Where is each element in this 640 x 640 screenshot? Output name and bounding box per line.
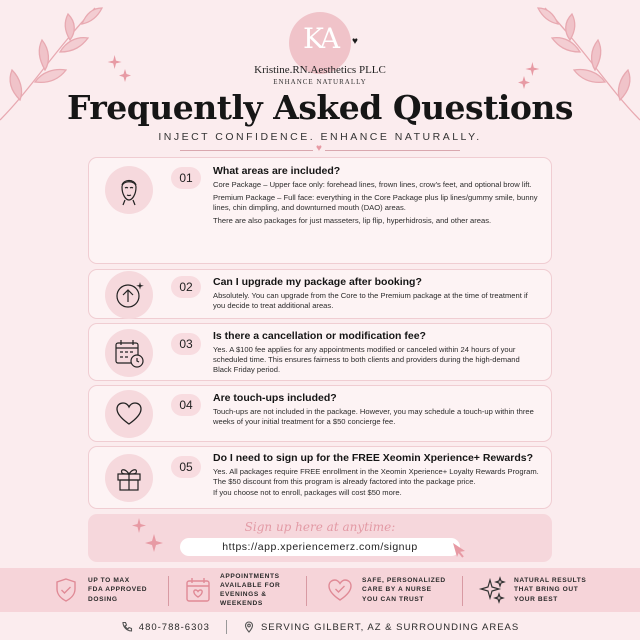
page-subtitle: INJECT CONFIDENCE. ENHANCE NATURALLY.: [158, 131, 482, 143]
faq-answer: If you choose not to enroll, packages will cost $50 more.: [213, 488, 402, 498]
faq-number: 05: [171, 456, 201, 478]
divider-heart-icon: ♥: [313, 143, 325, 154]
feature-line: APPOINTMENTS: [220, 572, 280, 580]
phone-icon: [121, 621, 133, 633]
faq-question: Are touch-ups included?: [213, 392, 337, 404]
feature-line: NATURAL RESULTS: [514, 577, 587, 585]
feature-divider: [306, 576, 307, 606]
footer-divider: [226, 620, 227, 634]
face-icon: [105, 166, 153, 214]
features-band: [0, 568, 640, 612]
feature-line: AVAILABLE FOR: [220, 581, 281, 589]
feature-line: EVENINGS &: [220, 591, 267, 598]
signup-heading: Sign up here at anytime:: [244, 520, 396, 534]
shield-check-icon: [52, 576, 80, 604]
faq-item-5: [88, 446, 552, 509]
brand-tagline: ENHANCE NATURALLY: [273, 78, 367, 86]
feature-text: [88, 576, 147, 604]
feature-line: YOUR BEST: [514, 595, 558, 603]
feature-item-appointments: [184, 568, 280, 612]
faq-question: What areas are included?: [213, 165, 341, 177]
calendar-clock-icon: [105, 329, 153, 377]
logo-monogram: KA: [302, 22, 337, 55]
faq-content: [213, 452, 539, 501]
feature-item-natural-results: [478, 568, 586, 612]
sparkle-icon: [478, 576, 506, 604]
feature-item-nurse-care: [326, 568, 446, 612]
phone-number[interactable]: 480-788-6303: [138, 621, 210, 633]
faq-content: [213, 165, 539, 229]
faq-answer: Core Package – Upper face only: forehead lines, frown lines, crow’s feet, and optional brow lift.: [213, 180, 532, 189]
faq-number: 04: [171, 394, 201, 416]
brand-logo: [0, 12, 640, 86]
location-pin-icon: [243, 621, 255, 633]
page-title: Frequently Asked Questions: [66, 88, 573, 127]
feature-divider: [168, 576, 169, 606]
faq-number: 03: [171, 333, 201, 355]
signup-link[interactable]: https://app.xperiencemerz.com/signup: [180, 538, 460, 556]
footer-contact: [0, 614, 640, 640]
heart-check-icon: [326, 576, 354, 604]
brand-name: Kristine.RN.Aesthetics PLLC: [254, 64, 386, 76]
feature-text: [514, 576, 586, 604]
faq-item-4: [88, 385, 552, 442]
faq-question: Is there a cancellation or modification fee?: [213, 330, 426, 342]
faq-question: Do I need to sign up for the FREE Xeomin Xperience+ Rewards?: [213, 452, 534, 464]
faq-question: Can I upgrade my package after booking?: [213, 276, 422, 288]
faq-number: 01: [171, 167, 201, 189]
faq-answer: Yes. A $100 fee applies for any appointments modified or canceled within 24 hours of your scheduled time. This ensures fairness to both clients and providers during the high-demand Black Friday period.: [213, 345, 520, 375]
feature-line: YOU CAN TRUST: [362, 595, 425, 603]
feature-line: CARE BY A NURSE: [362, 586, 432, 594]
faq-answer: Yes. All packages require FREE enrollment in the Xeomin Xperience+ Loyalty Rewards Program. The $50 discount from this program is already factored into the package price.: [213, 467, 539, 487]
feature-text: [220, 572, 280, 609]
calendar-heart-icon: [184, 576, 212, 604]
faq-item-2: [88, 269, 552, 319]
faq-answer: Touch-ups are not included in the package. However, you may schedule a touch-up within three weeks of your initial treatment for a $50 concierge fee.: [213, 407, 534, 427]
faq-content: [213, 392, 539, 430]
feature-line: UP TO MAX: [88, 577, 130, 585]
feature-line: THAT BRING OUT: [514, 586, 579, 594]
faq-answer: Premium Package – Full face: everything in the Core Package plus lip lines/gummy smile, bunny lines, chin dimpling, and downturned mouth (DAO) areas.: [213, 193, 538, 213]
service-area: SERVING GILBERT, AZ & SURROUNDING AREAS: [260, 621, 520, 633]
faq-content: [213, 276, 539, 314]
faq-answer: There are also packages for just masseters, lip flip, hyperhidrosis, and other areas.: [213, 216, 492, 226]
feature-item-fda: [52, 568, 147, 612]
gift-icon: [105, 454, 153, 502]
heart-icon: [105, 390, 153, 438]
faq-answer: Absolutely. You can upgrade from the Core to the Premium package at the time of treatment if you decide to treat additional areas.: [213, 291, 528, 311]
faq-item-3: [88, 323, 552, 381]
faq-number: 02: [171, 276, 201, 298]
feature-divider: [462, 576, 463, 606]
sparkles-signup-decoration: [130, 518, 166, 554]
cursor-pointer-icon: [450, 541, 468, 559]
faq-item-1: [88, 157, 552, 264]
upgrade-arrow-icon: [105, 271, 153, 319]
faq-content: [213, 330, 539, 378]
feature-text: [362, 576, 446, 604]
feature-line: SAFE, PERSONALIZED: [362, 577, 446, 585]
logo-heart-icon: ♥: [352, 36, 358, 47]
feature-line: WEEKENDS: [220, 600, 263, 608]
feature-line: FDA APPROVED: [88, 586, 148, 594]
feature-line: DOSING: [88, 595, 118, 603]
